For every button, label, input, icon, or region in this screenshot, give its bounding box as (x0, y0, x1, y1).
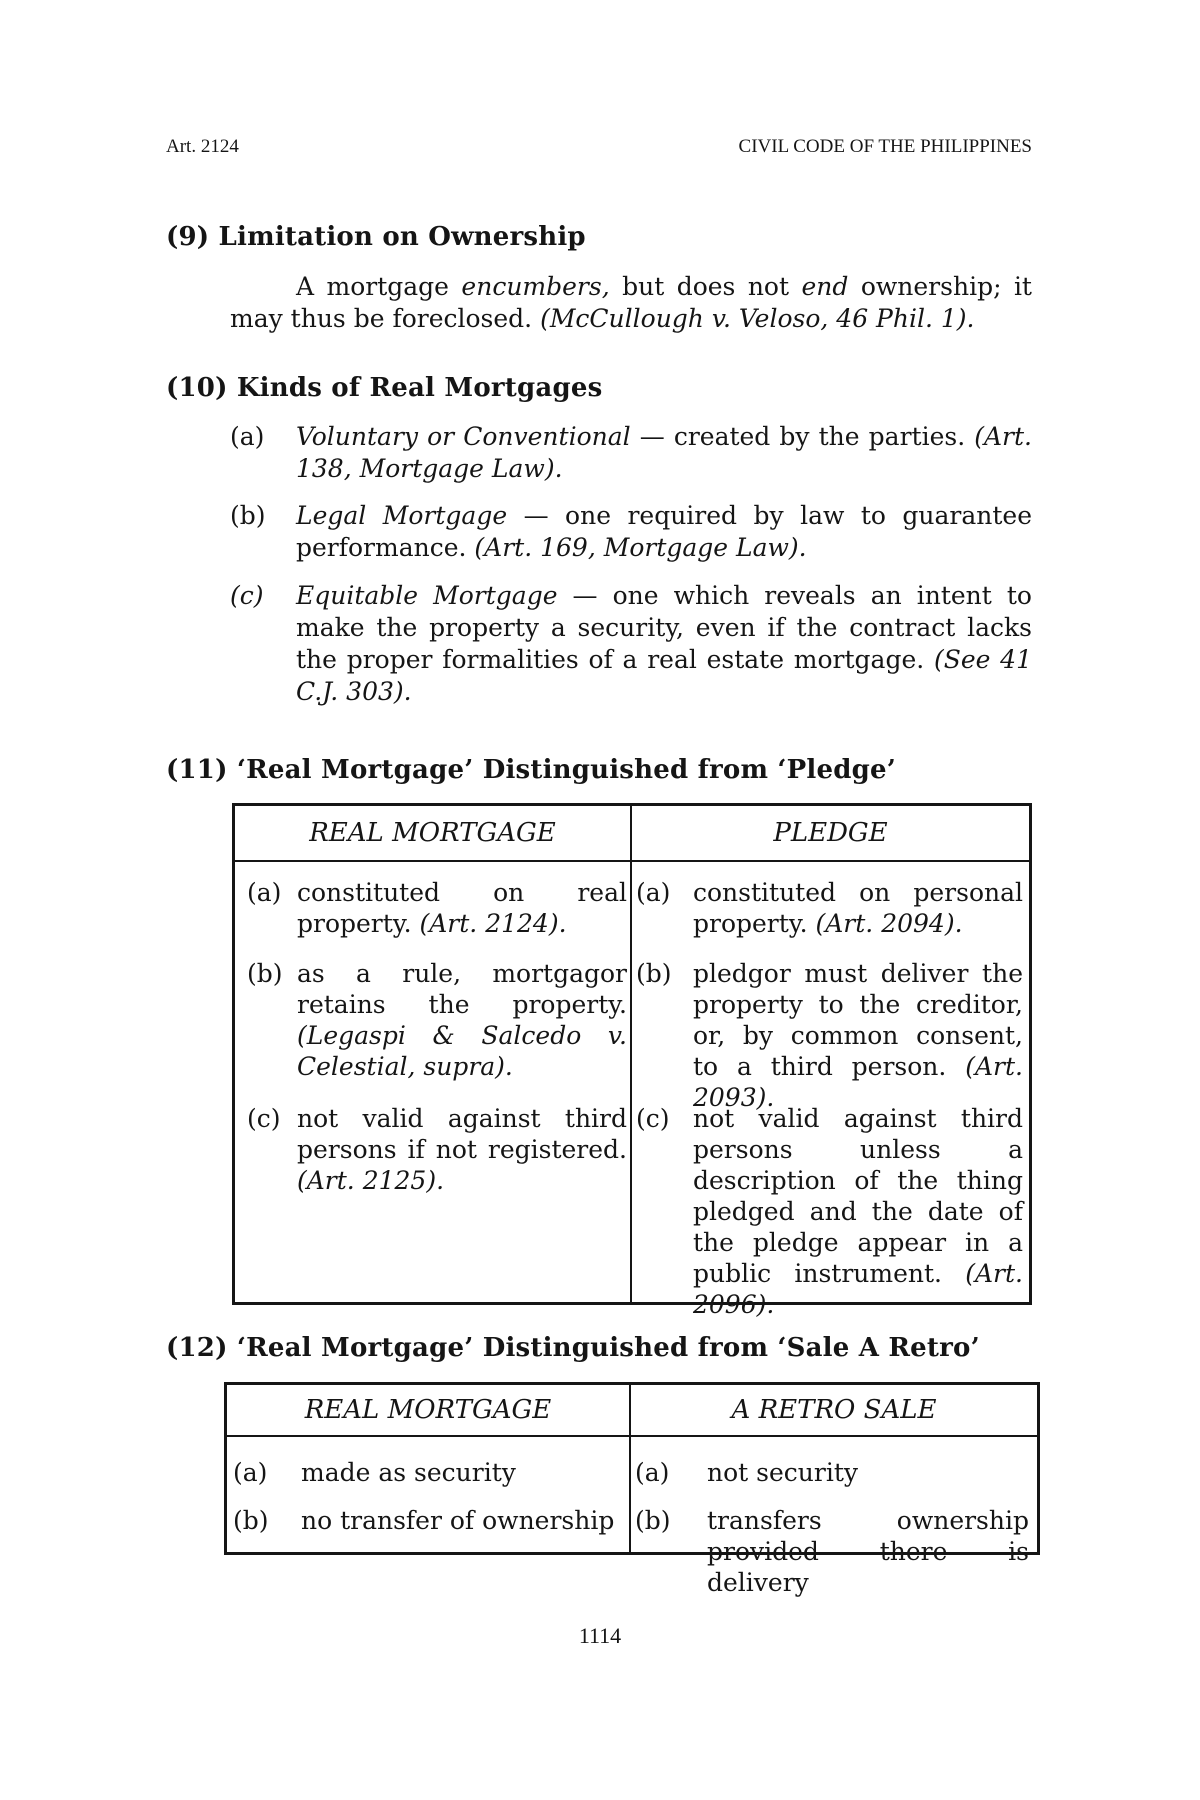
list-item-term: Legal Mortgage (296, 501, 508, 530)
cell-citation: (Art. 2124). (419, 909, 567, 938)
cell-body: pledgor must deliver the property to the creditor, or, by common consent, to a third person. (693, 959, 1023, 1081)
cell-text: made as security (301, 1458, 516, 1487)
table-cell (635, 1457, 1035, 1489)
page-number: 1114 (578, 1623, 622, 1648)
table-cell (636, 958, 1028, 1112)
list-item-term: Equitable Mortgage (296, 581, 558, 610)
cell-citation: (Art. 2096). (693, 1259, 1023, 1319)
table-cell (247, 958, 627, 1086)
column-header-pledge: PLEDGE (773, 818, 888, 848)
table-cell (247, 877, 627, 941)
cell-body: constituted on real property. (297, 878, 627, 938)
cell-text (693, 958, 1023, 1113)
list-item-citation: (Art. 138, Mortgage Law). (296, 422, 1032, 483)
cell-citation: (Art. 2125). (297, 1166, 445, 1195)
list-item-body: — one which reveals an intent to make the property a security, even if the contract lacks the proper formalities of a real estate mortgage. (296, 581, 1032, 674)
list-item (230, 580, 1032, 708)
cell-text: not security (707, 1458, 858, 1487)
cell-text (297, 958, 627, 1082)
header-divider (235, 860, 1029, 862)
section-10-heading: (10) Kinds of Real Mortgages (166, 373, 603, 403)
table-cell (636, 877, 1028, 941)
list-item-citation: (Art. 169, Mortgage Law). (474, 533, 807, 562)
section-12-heading: (12) ‘Real Mortgage’ Distinguished from ‘Sale A Retro’ (166, 1333, 980, 1363)
para-text: but does not (609, 272, 802, 301)
cell-body: as a rule, mortgagor retains the property. (297, 959, 627, 1019)
list-item-text (296, 421, 1032, 485)
cell-label: (b) (636, 959, 672, 988)
list-item-text (296, 500, 1032, 564)
list-item-label: (a) (230, 422, 265, 451)
column-divider (630, 806, 632, 1302)
cell-body: not valid against third persons unless a description of the thing pledged and the date of the pledge appear in a public instrument. (693, 1104, 1023, 1288)
table-cell (635, 1505, 1035, 1597)
cell-citation: (Art. 2094). (815, 909, 963, 938)
retro-sale-comparison-table (224, 1382, 1040, 1597)
list-item (230, 500, 1032, 564)
cell-label: (b) (635, 1506, 671, 1535)
list-item (230, 421, 1032, 485)
para-citation: (McCullough v. Veloso, 46 Phil. 1). (540, 304, 975, 333)
pledge-comparison-table (232, 803, 1032, 1319)
list-item-text (296, 580, 1032, 708)
book-title: CIVIL CODE OF THE PHILIPPINES (738, 136, 1032, 157)
para-emphasis: encumbers, (461, 272, 610, 301)
cell-label: (a) (635, 1458, 670, 1487)
para-text: ownership; it may thus be foreclosed. (230, 272, 1032, 333)
header-divider (227, 1435, 1037, 1437)
table-cell (247, 1103, 627, 1199)
list-item-label: (c) (230, 581, 264, 610)
article-reference: Art. 2124 (166, 136, 239, 157)
table-cell (233, 1457, 623, 1489)
cell-text: no transfer of ownership (301, 1506, 615, 1535)
column-header-real-mortgage: REAL MORTGAGE (304, 1395, 552, 1425)
cell-label: (a) (636, 878, 671, 907)
column-header-retro-sale: A RETRO SALE (731, 1395, 937, 1425)
running-head (166, 136, 1032, 158)
column-header-real-mortgage: REAL MORTGAGE (309, 818, 556, 848)
table-cell (233, 1505, 623, 1569)
list-item-label: (b) (230, 501, 266, 530)
list-item-term: Voluntary or Conventional (296, 422, 631, 451)
cell-text: transfers ownership provided there is delivery (707, 1506, 1029, 1597)
cell-label: (c) (247, 1104, 281, 1133)
cell-body: not valid against third persons if not registered. (297, 1104, 627, 1164)
cell-text (297, 877, 627, 939)
list-item-citation: (See 41 C.J. 303). (296, 645, 1032, 706)
table-cell (636, 1103, 1028, 1319)
cell-citation: (Legaspi & Salcedo v. Celestial, supra). (297, 1021, 627, 1081)
cell-text (693, 877, 1023, 939)
cell-citation: (Art. 2093). (693, 1052, 1023, 1112)
cell-text (693, 1103, 1023, 1320)
section-9-paragraph (230, 271, 1032, 335)
cell-label: (a) (233, 1458, 268, 1487)
section-11-heading: (11) ‘Real Mortgage’ Distinguished from ‘Pledge’ (166, 755, 896, 785)
list-item-body: — one required by law to guarantee performance. (296, 501, 1033, 562)
cell-label: (b) (247, 959, 283, 988)
cell-label: (c) (636, 1104, 670, 1133)
para-emphasis: end (801, 272, 849, 301)
cell-body: constituted on personal property. (693, 878, 1023, 938)
section-9-heading: (9) Limitation on Ownership (166, 222, 586, 252)
list-item-body: — created by the parties. (630, 422, 975, 451)
para-text: A mortgage (296, 272, 462, 301)
cell-label: (a) (247, 878, 282, 907)
cell-text (297, 1103, 627, 1196)
cell-label: (b) (233, 1506, 269, 1535)
